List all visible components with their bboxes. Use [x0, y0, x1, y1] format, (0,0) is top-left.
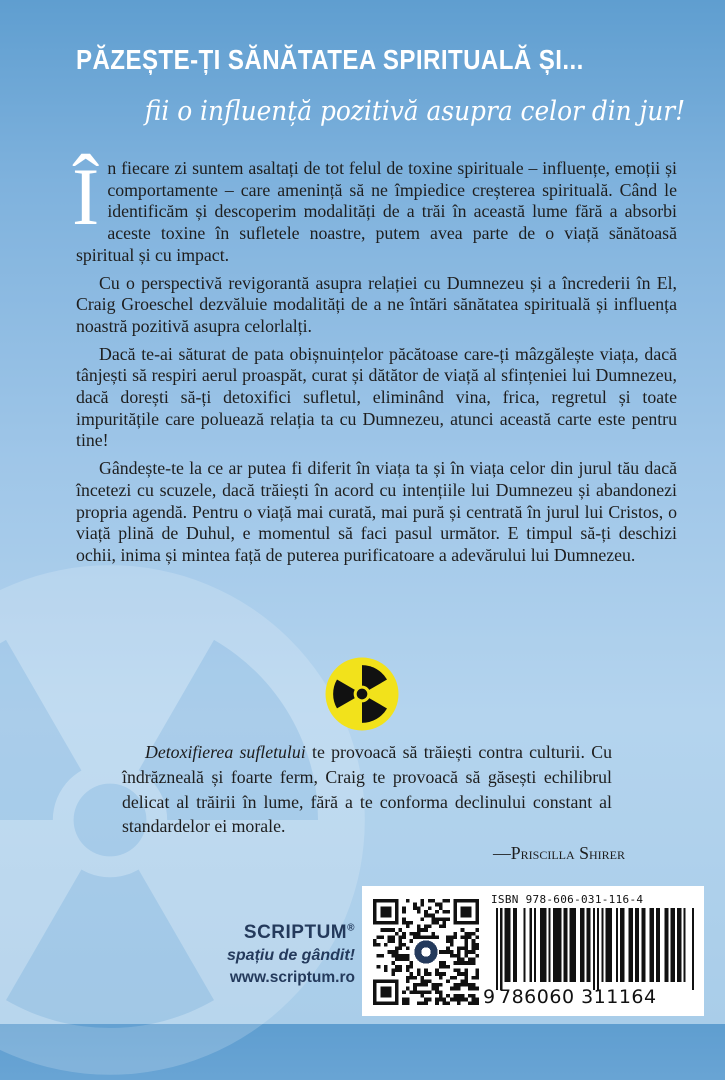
paragraph-1-text: n fiecare zi suntem asaltați de tot felul de toxine spirituale – influențe, emoții și comportamente – care amenință să ne împiedice creșterea spirituală. Când le identificăm și descoperim modalități de a trăi în această lume fără a absorbi aceste toxine în sufletele noastre, putem avea parte de o viață sănătoasă spiritual și cu impact.: [76, 158, 677, 265]
ean-digits: 786060 311164: [499, 986, 657, 1008]
quote-body: te provoacă să trăiești contra culturii. Cu îndrăzneală și foarte ferm, Craig te provoacă să găsești echilibrul delicat al trăirii în lume, fără a te conforma declinului constant al standardelor ei morale.: [122, 742, 612, 837]
publisher-name: [205, 922, 355, 944]
endorsement-quote: [122, 740, 612, 839]
paragraph-2: Cu o perspectivă revigorantă asupra relației cu Dumnezeu și a încrederii în El, Craig Groeschel dezvăluie modalități de a ne întări sănătatea spirituală și influența noastră pozitivă asupra celorlalți.: [76, 272, 677, 336]
publisher-block: [205, 922, 355, 987]
registered-mark: ®: [347, 922, 355, 934]
ean-barcode-icon: [496, 908, 696, 990]
paragraph-3: Dacă te-ai săturat de pata obișnuințelor păcătoase care-ți mâzgălește viața, dacă tânjești să respiri aerul proaspăt, curat și dătător de viață al sfințeniei lui Dumnezeu, dacă dorești să-ți detoxifici sufletul, eliminând vina, frica, regretul și toate impuritățile care poluează relația ta cu Dumnezeu, atunci această carte este pentru tine!: [76, 343, 677, 451]
publisher-name-text: SCRIPTUM: [243, 922, 348, 943]
ean-first-digit: 9: [483, 986, 496, 1008]
headline: PĂZEȘTE-ȚI SĂNĂTATEA SPIRITUALĂ ȘI...: [76, 44, 584, 75]
quote-book-title: Detoxifierea sufletului: [145, 742, 306, 762]
qr-code-icon: [373, 899, 479, 1005]
publisher-slogan: spațiu de gândit!: [227, 947, 355, 964]
publisher-url: www.scriptum.ro: [229, 969, 355, 986]
paragraph-4: Gândește-te la ce ar putea fi diferit în viața ta și în viața celor din jurul tău dacă încetezi cu scuzele, dacă trăiești în acord cu intențiile lui Dumnezeu și abandonezi propria agendă. Pentru o viață mai curată, mai pură și centrată în jurul lui Cristos, o viață plină de Duhul, e momentul să faci pasul următor. E timpul să-ți deschizi ochii, inima și mintea față de puterea purificatoare a adevărului lui Dumnezeu.: [76, 458, 677, 565]
back-cover-description: [72, 151, 677, 573]
barcode-panel: [362, 886, 704, 1016]
drop-cap: Î: [72, 151, 100, 242]
isbn-label: ISBN 978-606-031-116-4: [491, 893, 644, 906]
paragraph-1: [72, 151, 677, 267]
tagline: fii o influență pozitivă asupra celor din jur!: [144, 96, 686, 127]
quote-attribution: —Priscilla Shirer: [492, 843, 625, 863]
quote-text: [122, 740, 612, 839]
radiation-hazard-icon: [324, 656, 400, 732]
